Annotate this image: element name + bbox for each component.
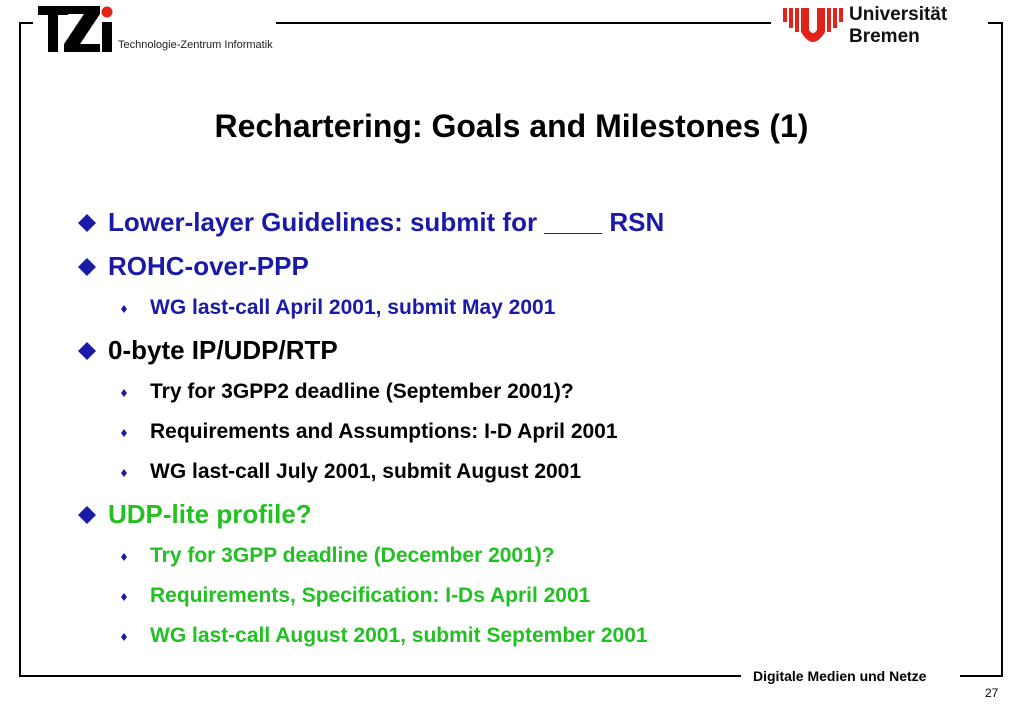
sub-bullet-item xyxy=(78,616,978,656)
university-name xyxy=(849,4,947,48)
tzi-logo xyxy=(38,6,114,54)
bullet-item xyxy=(78,328,978,372)
small-diamond-bullet-icon xyxy=(121,633,127,641)
sub-bullet-item xyxy=(78,372,978,412)
tzi-subtitle: Technologie-Zentrum Informatik xyxy=(118,39,273,51)
frame-bottom-left xyxy=(19,675,741,677)
university-bremen-logo xyxy=(783,6,843,50)
bullet-text: ROHC-over-PPP xyxy=(108,251,309,281)
diamond-bullet-icon xyxy=(78,506,96,524)
sub-bullet-item xyxy=(78,536,978,576)
bullet-item xyxy=(78,200,978,244)
sub-bullet-item xyxy=(78,288,978,328)
bullet-text: UDP-lite profile? xyxy=(108,499,312,529)
slide-title: Rechartering: Goals and Milestones (1) xyxy=(214,108,809,144)
sub-bullet-text: WG last-call August 2001, submit September 2001 xyxy=(150,624,648,647)
small-diamond-bullet-icon xyxy=(121,305,127,313)
sub-bullet-item xyxy=(78,412,978,452)
sub-bullet-item xyxy=(78,452,978,492)
bullet-list xyxy=(78,200,978,656)
small-diamond-bullet-icon xyxy=(121,389,127,397)
sub-bullet-text: Try for 3GPP deadline (December 2001)? xyxy=(150,544,555,567)
small-diamond-bullet-icon xyxy=(121,469,127,477)
sub-bullet-text: Requirements, Specification: I-Ds April 2001 xyxy=(150,584,591,607)
bullet-text: Lower-layer Guidelines: submit for ____ RSN xyxy=(108,207,665,237)
bullet-text: 0-byte IP/UDP/RTP xyxy=(108,335,338,365)
sub-bullet-text: Requirements and Assumptions: I-D April 2001 xyxy=(150,420,618,443)
small-diamond-bullet-icon xyxy=(121,429,127,437)
diamond-bullet-icon xyxy=(78,258,96,276)
diamond-bullet-icon xyxy=(78,342,96,360)
sub-bullet-text: Try for 3GPP2 deadline (September 2001)? xyxy=(150,380,574,403)
frame-top-middle xyxy=(276,22,771,24)
sub-bullet-text: WG last-call April 2001, submit May 2001 xyxy=(150,296,556,319)
small-diamond-bullet-icon xyxy=(121,553,127,561)
university-name-line1: Universität xyxy=(849,4,948,25)
diamond-bullet-icon xyxy=(78,214,96,232)
frame-top-left xyxy=(19,22,33,24)
bullet-item xyxy=(78,492,978,536)
small-diamond-bullet-icon xyxy=(121,593,127,601)
page-number: 27 xyxy=(985,686,999,700)
frame-bottom-right xyxy=(960,675,1003,677)
sub-bullet-text: WG last-call July 2001, submit August 2001 xyxy=(150,460,582,483)
footer-text: Digitale Medien und Netze xyxy=(753,668,927,684)
bullet-item xyxy=(78,244,978,288)
sub-bullet-item xyxy=(78,576,978,616)
university-name-line2: Bremen xyxy=(849,26,920,47)
